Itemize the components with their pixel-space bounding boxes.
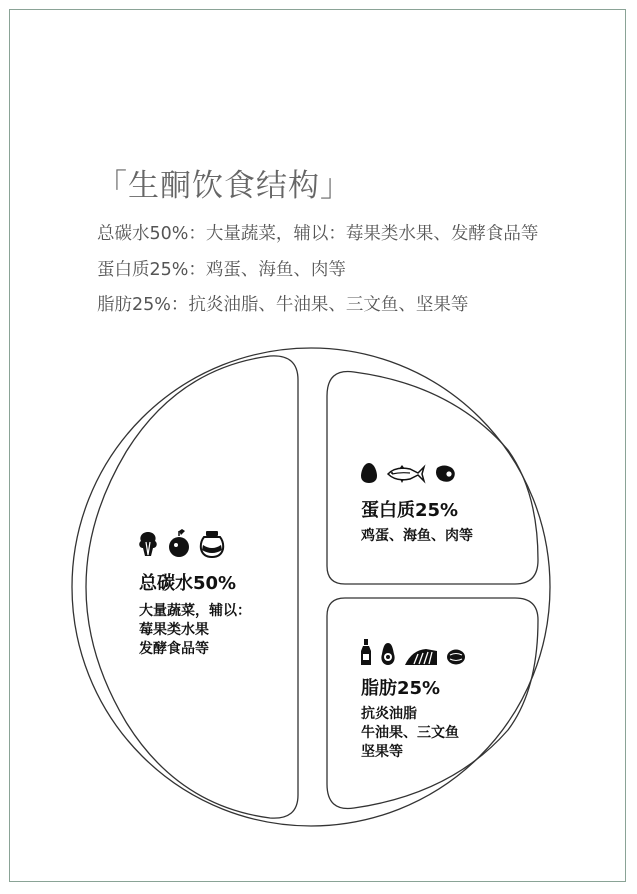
carbs-food-line: 莓果类水果 bbox=[139, 622, 209, 638]
carbs-food-line: 大量蔬菜，辅以： bbox=[139, 603, 251, 619]
carbs-heading: 总碳水50% bbox=[139, 573, 237, 594]
description-carbs: 总碳水50%：大量蔬菜，辅以：莓果类水果、发酵食品等 bbox=[97, 224, 539, 244]
fat-food-list bbox=[361, 705, 459, 762]
protein-food-list bbox=[361, 527, 473, 546]
page-title: 「生酮饮食结构」 bbox=[96, 168, 352, 204]
carbs-food-line: 发酵食品等 bbox=[139, 641, 209, 657]
fermented-jar-icon bbox=[199, 530, 225, 558]
carbs-food-list bbox=[139, 602, 251, 659]
fat-icons bbox=[360, 638, 466, 666]
nut-icon bbox=[446, 648, 466, 666]
carbs-icons bbox=[137, 528, 225, 558]
fat-heading: 脂肪25% bbox=[361, 678, 441, 699]
berry-fruit-icon bbox=[167, 528, 191, 558]
description-fat: 脂肪25%：抗炎油脂、牛油果、三文鱼、坚果等 bbox=[97, 295, 469, 315]
plate-section-fat bbox=[327, 598, 538, 809]
fish-icon bbox=[386, 464, 426, 484]
egg-icon bbox=[360, 462, 378, 484]
fat-food-line: 坚果等 bbox=[361, 744, 403, 760]
protein-food-line: 鸡蛋、海鱼、肉等 bbox=[361, 528, 473, 544]
meat-steak-icon bbox=[434, 464, 456, 484]
fat-food-line: 抗炎油脂 bbox=[361, 706, 417, 722]
protein-icons bbox=[360, 462, 456, 484]
salmon-fillet-icon bbox=[404, 648, 438, 666]
oil-bottle-icon bbox=[360, 638, 372, 666]
description-protein: 蛋白质25%：鸡蛋、海鱼、肉等 bbox=[97, 260, 346, 280]
avocado-icon bbox=[380, 642, 396, 666]
fat-food-line: 牛油果、三文鱼 bbox=[361, 725, 459, 741]
vegetable-icon bbox=[137, 530, 159, 558]
protein-heading: 蛋白质25% bbox=[361, 500, 459, 521]
